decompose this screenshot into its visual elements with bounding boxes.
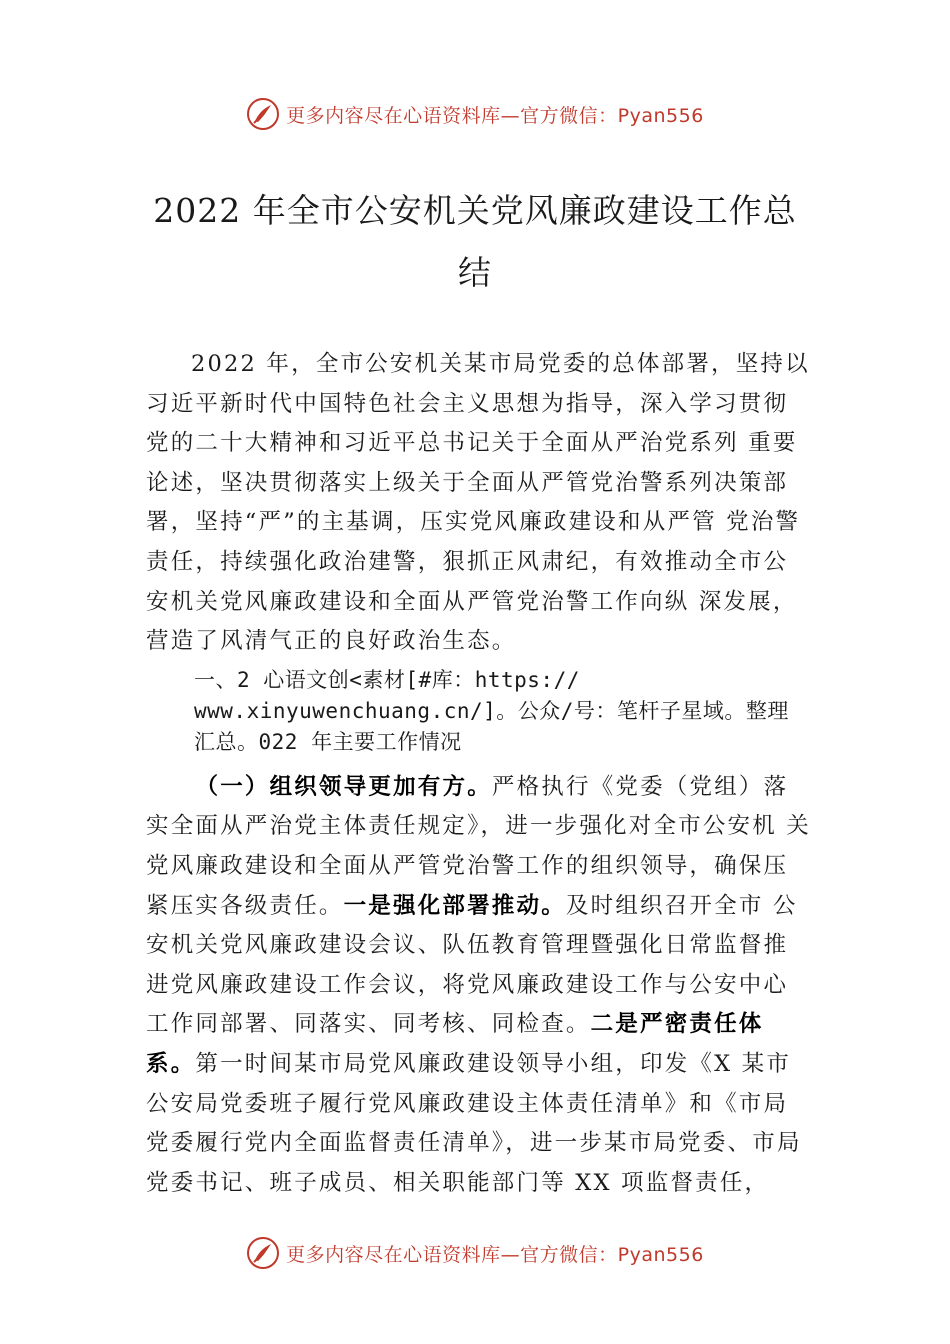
section-1-point-2: 二是严密责任体系。 (146, 1011, 764, 1077)
document-body (146, 345, 811, 1203)
banner-text: 更多内容尽在心语资料库—官方微信：Pyan556 (286, 104, 704, 127)
brush-logo-icon (246, 1236, 280, 1270)
wechat-id: Pyan556 (617, 104, 704, 127)
section-1-text-c: 第一时间某市局党风廉政建设领导小组，印发《X 某市公安局党委班子履行党风廉政建设主体责任清单》和《市局党委履行党内全面监督责任清单》，进一步某市局党委、市局党委书记、班子成员、相关职能部门等 XX 项监督责任， (146, 1050, 802, 1196)
section-heading-line-3: 汇总。022 年主要工作情况 (194, 729, 462, 754)
header-banner (0, 94, 950, 134)
section-heading-line-1: 一、2 心语文创<素材[#库：https:// (194, 667, 580, 692)
banner-text: 更多内容尽在心语资料库—官方微信：Pyan556 (286, 1243, 704, 1266)
section-1-text-a: 严格执行《党委（党组）落实全面从严治党主体责任规定》，进一步强化对全市公安机 关党风廉政建设和全面从严管党治警工作的组织领导，确保压紧压实各级责任。 (146, 773, 812, 919)
intro-paragraph: 2022 年，全市公安机关某市局党委的总体部署，坚持以习近平新时代中国特色社会主义思想为指导，深入学习贯彻党的二十大精神和习近平总书记关于全面从严治党系列 重要论述，坚决贯彻落实上级关于全面从严管党治警系列决策部署，坚持“严”的主基调，压实党风廉政建设和从严管 党治警责任，持续强化政治建警，狠抓正风肃纪，有效推动全市公安机关党风廉政建设和全面从严管党治警工作向纵 深发展，营造了风清气正的良好政治生态。 (146, 351, 810, 655)
title-line-2: 结 (458, 253, 492, 292)
brush-logo-icon (246, 97, 280, 131)
section-1-paragraph (146, 768, 811, 1204)
section-1-text-b: 及时组织召开全市 公安机关党风廉政建设会议、队伍教育管理暨强化日常监督推进党风廉政建设工作会议，将党风廉政建设工作与公安中心工作同部署、同落实、同考核、同检查。 (146, 892, 798, 1038)
title-line-1: 2022 年全市公安机关党风廉政建设工作总 (153, 191, 797, 230)
section-1-lead: （一）组织领导更加有方。 (195, 773, 492, 800)
wechat-id: Pyan556 (617, 1243, 704, 1266)
section-heading (146, 665, 811, 758)
footer-banner (0, 1233, 950, 1273)
document-title (120, 180, 830, 304)
section-heading-line-2: www.xinyuwenchuang.cn/]。公众/号：笔杆子星域。整理 (194, 698, 789, 723)
section-1-point-1: 一是强化部署推动。 (343, 892, 566, 919)
